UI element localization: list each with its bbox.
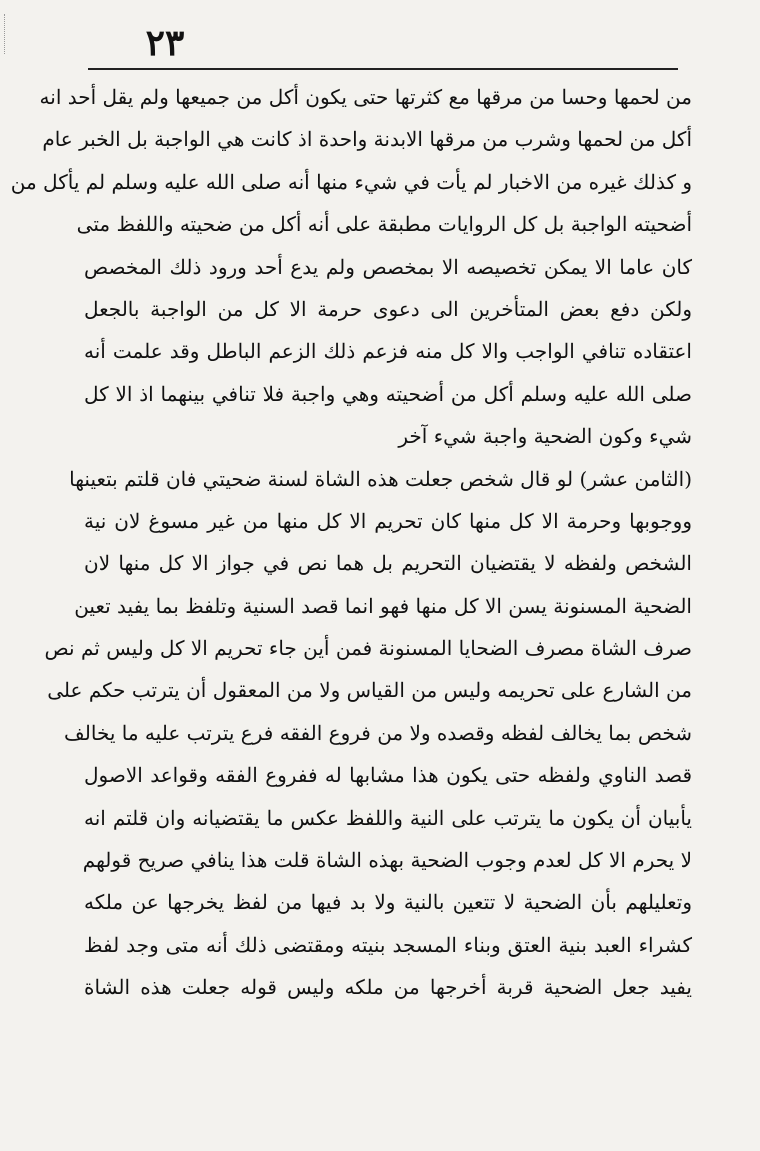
text-line: قصد الناوي ولفظه حتى يكون هذا مشابها له ففروع الفقه وقواعد الاصول — [84, 763, 692, 788]
header-rule — [88, 68, 678, 70]
text-line: أضحيته الواجبة بل كل الروايات مطبقة على أنه أكل من ضحيته واللفظ متى — [76, 212, 692, 237]
text-line: الشخص ولفظه لا يقتضيان التحريم بل هما نص في جواز الا كل منها لان — [84, 551, 692, 576]
text-line: شخص بما يخالف لفظه وقصده ولا من فروع الفقه فرع يترتب عليه ما يخالف — [64, 720, 692, 745]
text-line: يفيد جعل الضحية قربة أخرجها من ملكه وليس قوله جعلت هذه الشاة — [84, 975, 692, 1000]
text-line: كان عاما الا يمكن تخصيصه الا بمخصص ولم يدع أحد ورود ذلك المخصص — [84, 254, 692, 279]
text-line: يأبيان أن يكون ما يترتب على النية واللفظ عكس ما يقتضيانه وان قلتم انه — [84, 805, 692, 830]
text-line: كشراء العبد بنية العتق وبناء المسجد بنيته ومقتضى ذلك أنه متى وجد لفظ — [84, 932, 692, 957]
text-line: و كذلك غيره من الاخبار لم يأت في شيء منها أنه صلى الله عليه وسلم لم يأكل من — [10, 169, 692, 194]
scan-margin-mark — [4, 14, 9, 54]
text-line: صلى الله عليه وسلم أكل من أضحيته وهي واجبة فلا تنافي بينهما اذ الا كل — [84, 381, 692, 406]
text-line: لا يحرم الا كل لعدم وجوب الضحية بهذه الشاة قلت هذا ينافي صريح قولهم — [82, 848, 692, 873]
text-line: ووجوبها وحرمة الا كل منها كان تحريم الا كل منها من غير مسوغ لان نية — [84, 508, 692, 533]
text-line: شيء وكون الضحية واجبة شيء آخر — [398, 424, 692, 449]
text-line: أكل من لحمها وشرب من مرقها الابدنة واحدة اذ كانت هي الواجبة بل الخبر عام — [42, 127, 692, 152]
page-number: ٢٣ — [145, 22, 185, 64]
text-line: من الشارع على تحريمه وليس من القياس ولا من المعقول أن يترتب حكم على — [47, 678, 692, 703]
text-line: الضحية المسنونة يسن الا كل منها فهو انما قصد السنية وتلفظ بما يفيد تعين — [74, 593, 692, 618]
text-line: صرف الشاة مصرف الضحايا المسنونة فمن أين جاء تحريم الا كل وليس ثم نص — [44, 636, 692, 661]
text-line: وتعليلهم بأن الضحية لا تتعين بالنية ولا بد فيها من لفظ يخرجها عن ملكه — [84, 890, 692, 915]
text-line: من لحمها وحسا من مرقها مع كثرتها حتى يكون أكل من جميعها ولم يقل أحد انه — [39, 85, 692, 109]
text-line: ولكن دفع بعض المتأخرين الى دعوى حرمة الا كل من الواجبة بالجعل — [84, 296, 692, 321]
body-text — [10, 76, 692, 1009]
text-line: (الثامن عشر) لو قال شخص جعلت هذه الشاة لسنة ضحيتي فان قلتم بتعينها — [69, 466, 692, 491]
text-line: اعتقاده تنافي الواجب والا كل منه فزعم ذلك الزعم الباطل وقد علمت أنه — [84, 339, 692, 364]
